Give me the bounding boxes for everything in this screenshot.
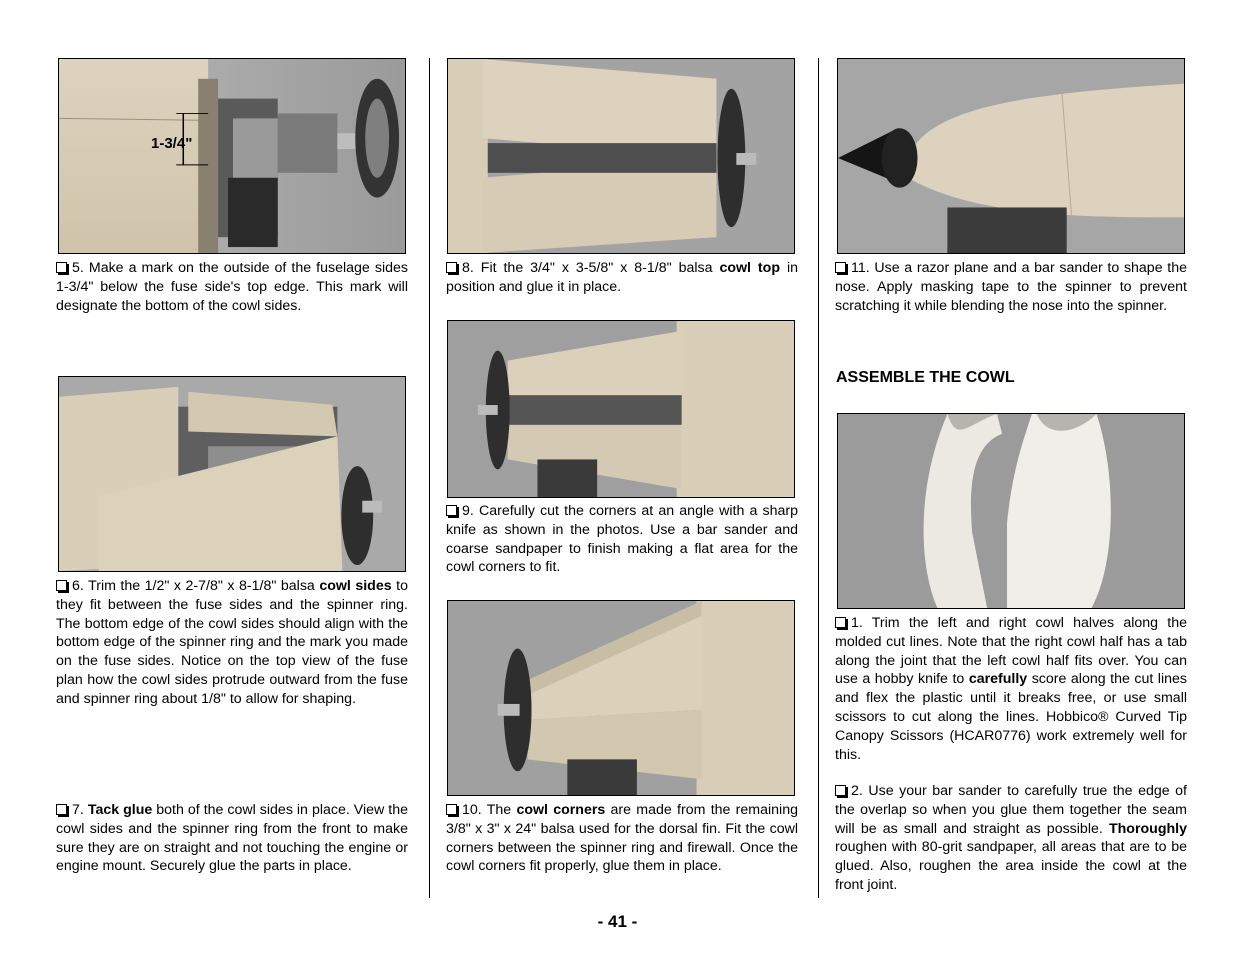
step-7: 7. Tack glue both of the cowl sides in place. View the cowl sides and the spinner ring from the front to make sure they are on straight and not touching the engine or engine mount. Securely glue the parts in place. bbox=[56, 802, 409, 875]
step-6: 6. Trim the 1/2" x 2-7/8" x 8-1/8" balsa cowl sides to they fit between the fuse sides and the spinner ring. The bottom edge of the cowl sides should align with the bottom edge of the spinner ring and the mark you made on the fuse sides. Notice on the top view of the fuse plan how the cowl sides protrude outward from the fuse and spinner ring about 1/8" to allow for shaping. bbox=[56, 578, 408, 707]
step-10: 10. The cowl corners are made from the remaining 3/8" x 3" x 24" balsa used for the dorsal fin. Fit the cowl corners between the spinner ring and firewall. Once the cowl corners fit properly, glue them in place. bbox=[446, 802, 798, 875]
photo-cowl-halves bbox=[837, 413, 1185, 609]
photo-shaped-nose bbox=[837, 58, 1185, 254]
step-8: 8. Fit the 3/4" x 3-5/8" x 8-1/8" balsa cowl top in position and glue it in place. bbox=[446, 260, 798, 295]
checkbox-icon[interactable] bbox=[835, 262, 846, 273]
checkbox-icon[interactable] bbox=[835, 617, 846, 628]
photo-cowl-top bbox=[447, 58, 795, 254]
photo-cowl-sides bbox=[58, 376, 406, 572]
step-1: 1. Trim the left and right cowl halves along the molded cut lines. Note that the right cowl half has a tab along the joint that the left cowl half fits over. You can use a hobby knife to carefully score along the cut lines and flex the plastic until it breaks free, or use small scissors to cut along the lines. Hobbico® Curved Tip Canopy Scissors (HCAR0776) work extremely well for this. bbox=[835, 615, 1187, 763]
checkbox-icon[interactable] bbox=[56, 804, 67, 815]
measurement-label: 1-3/4" bbox=[151, 135, 193, 152]
photo-engine-measurement bbox=[58, 58, 406, 254]
checkbox-icon[interactable] bbox=[56, 580, 67, 591]
step-2: 2. Use your bar sander to carefully true the edge of the overlap so when you glue them together the seam will be as small and straight as possible. Thoroughly roughen with 80-grit sandpaper, all areas that are to be glued. Also, roughen the area inside the cowl at the front joint. bbox=[835, 783, 1187, 893]
checkbox-icon[interactable] bbox=[56, 262, 67, 273]
page-number: - 41 - bbox=[597, 912, 638, 931]
checkbox-icon[interactable] bbox=[446, 262, 457, 273]
photo-corner-cut bbox=[447, 320, 795, 498]
column-divider-left bbox=[429, 58, 430, 898]
step-9: 9. Carefully cut the corners at an angle with a sharp knife as shown in the photos. Use a bar sander and coarse sandpaper to finish making a flat area for the cowl corners to fit. bbox=[446, 503, 798, 576]
step-5: 5. Make a mark on the outside of the fuselage sides 1-3/4" below the fuse side's top edge. This mark will designate the bottom of the cowl sides. bbox=[56, 260, 408, 314]
section-heading: ASSEMBLE THE COWL bbox=[836, 369, 1015, 386]
checkbox-icon[interactable] bbox=[446, 804, 457, 815]
checkbox-icon[interactable] bbox=[446, 505, 457, 516]
step-11: 11. Use a razor plane and a bar sander to shape the nose. Apply masking tape to the spinner to prevent scratching it while blending the nose into the spinner. bbox=[835, 260, 1187, 314]
photo-cowl-corners bbox=[447, 600, 795, 796]
checkbox-icon[interactable] bbox=[835, 785, 846, 796]
column-divider-right bbox=[818, 58, 819, 898]
